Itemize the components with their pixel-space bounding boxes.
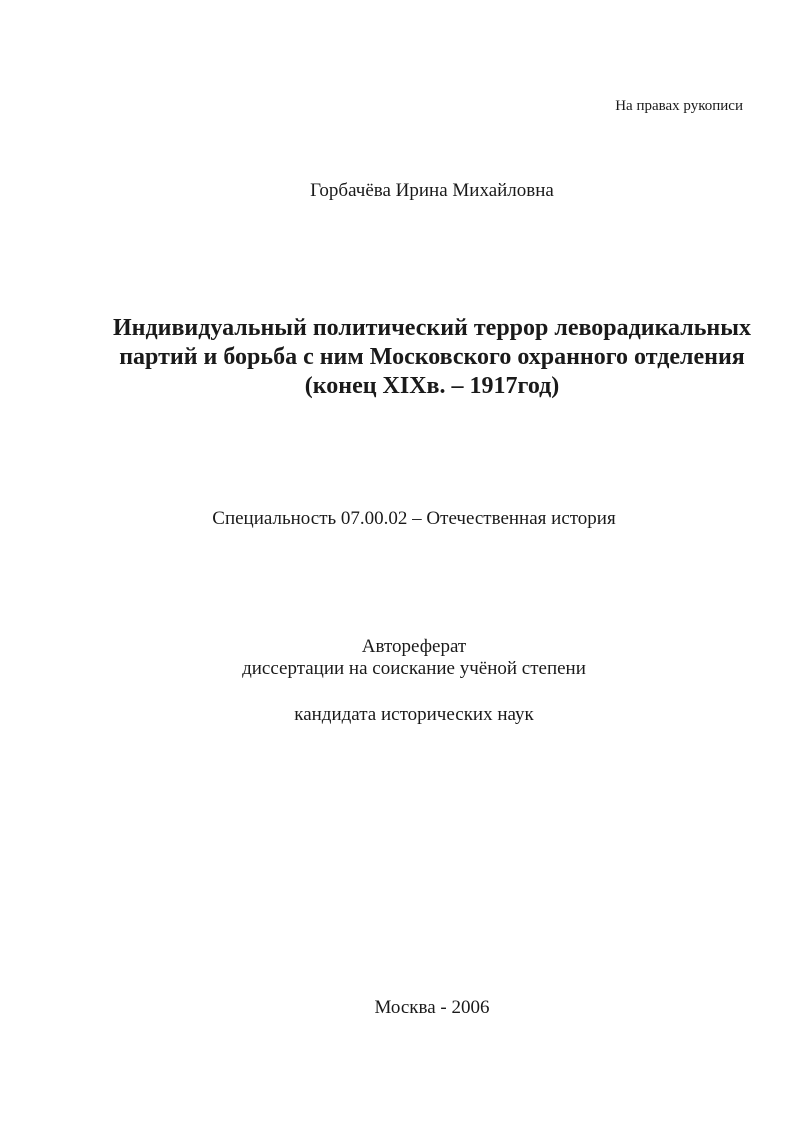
- abstract-block: [14, 636, 800, 680]
- copyright-note: На правах рукописи: [615, 98, 743, 114]
- place-year: Москва - 2006: [374, 997, 490, 1018]
- title-line-3: (конец XIXв. – 1917год): [304, 373, 560, 399]
- abstract-purpose: диссертации на соискание учёной степени: [242, 658, 586, 679]
- specialty-line: Специальность 07.00.02 – Отечественная история: [212, 508, 616, 529]
- author-name: Горбачёва Ирина Михайловна: [310, 180, 554, 201]
- dissertation-title: [32, 314, 800, 401]
- title-line-2: партий и борьба с ним Московского охранного отделения: [119, 344, 745, 370]
- title-line-1: Индивидуальный политический террор леворадикальных: [113, 315, 751, 341]
- degree-line: кандидата исторических наук: [294, 704, 534, 725]
- abstract-label: Автореферат: [361, 636, 467, 657]
